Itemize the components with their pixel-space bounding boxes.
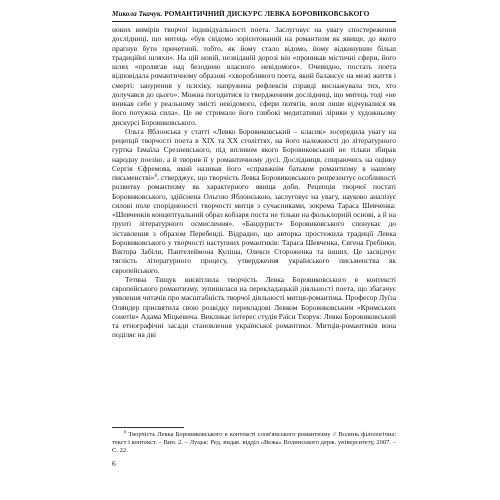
page-number: 6	[112, 459, 116, 468]
footnote-divider	[112, 427, 184, 428]
footnote-mark: 8	[124, 429, 127, 435]
paragraph-3-text: Тетяна Тищук висвітлила творчість Левка Боровиковського в контексті європейського романтизму, зупинилася на перекладацькій діяльності поета, що збагачує уявлення читачів про масштабність творчої діяльності митця-романтика. Професор Луїза Оляндер присвятила свою розвідку перекладові Левком Боровиковським «Кримських сонетів» Адама Міцкевича. Викликає інтерес студія Раїси Тхорук: Левко Боровиковський та етнографічні засади становлення української романтики. Митців-романтиків вона поділяє на дві	[112, 274, 396, 340]
header-author: Микола Ткачук.	[112, 10, 163, 18]
footnote-reference[interactable]: 8	[154, 174, 157, 179]
footnote	[112, 431, 396, 456]
header-title: РОМАНТИЧНИЙ ДИСКУРС ЛЕВКА БОРОВИКОВСЬКОГО	[164, 10, 370, 18]
paragraph-3	[112, 275, 396, 340]
paragraph-2-tail: , стверджує, що творчість Левка Боровиковського репрезентує особливості розвитку романтизму як характерного явища доби. Рецепція творчої постаті Боровиковського, здійснена Ольгою Яблонською, заслуговує на увагу, науково аналізує силові поле спорідненості творчості митця з сучасниками, зокрема Тараса Шевченка: «Шевченків концептуальний образ кобзаря поста не тільки на фольклорній основі, а й на ґрунті літературного осмислення». «Бандурист» Боровиковського спонукає до зіставлення з образом Перебенді. Відрадно, що авторка простежила традиції Левка Боровиковського у творчості наступних романтиків: Тараса Шевченка, Євгена Гребінки, Віктора Забіли, Пантелеймона Куліша, Олекси Стороженка та інших. Це засвідчує тяглість літературного процесу, утвердження українського письменства як європейського.	[112, 173, 396, 275]
paragraph-1	[112, 25, 396, 127]
paragraph-1-text: нових вимірів творчої індивідуальності поета. Заслуговує на увагу спостереження дослідниці, що митець «був свідомо зорієнтований на романтизм як явище, до якого прагнув бути причетний, тобто, як йому стало відомо, йому відкинувши більш традиційні шляхи». На цій новій, незвіданій дорозі він «проникав містичні сфери, його шлях «пролягав над безоднею власного невідомого». Очевидно, постать поета відповідала романтичному образові «хворобливого поета, який балансує на межі життя і смерті: занурення у психіку, напружена рефлексія справді виснажувала тих, хто долучався до цього». Можна погодитися із твердженням дослідниці, що митець тоді «не вникав себе у реальному змісті невідомого, сфери потягів, воля лише відчувалися як його потужна сила». Це не стримало його глибокі медитативні лірики у художньому дискурсі Боровиковського.	[112, 25, 396, 127]
paragraph-2	[112, 127, 396, 275]
main-text	[112, 25, 396, 340]
paragraph-2-text: Ольга Яблонська у статті «Левко Боровиковський – класик» зосередила увагу на рецепції творчості поета в XIX та XX століттях, на його належності до літературного гуртка Ізмаїла Срезневського, під впливом якого Боровиковський не тільки збирав народну поезію, а й творив її у романтичному дусі. Дослідниця, спираючись на оцінку Сергія Єфремова, який називав його «справжнім батьком романтизму в нашому письменстві»	[112, 126, 396, 182]
book-page	[112, 10, 396, 494]
footnote-text: Творчість Левка Боровиковського в контексті слов'янського романтизму // Волинь філологічна: текст і контекст. – Вип. 2. – Луцьк: Ред. видав. відділ «Вежа» Волинського держ. університету, 2007. – С. 22.	[112, 431, 397, 455]
running-header	[112, 10, 396, 22]
